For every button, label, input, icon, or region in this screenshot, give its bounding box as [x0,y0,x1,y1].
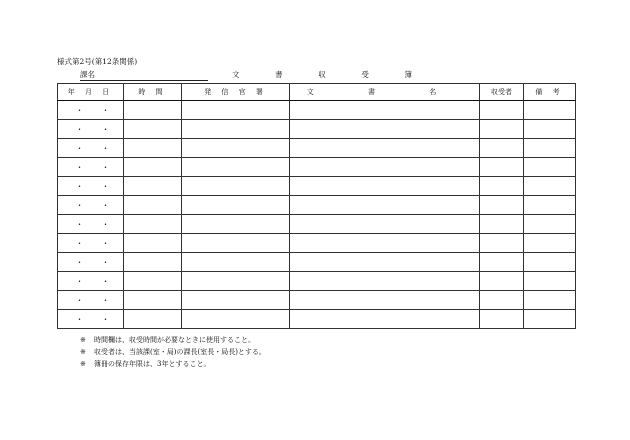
form-reference: 様式第2号(第12条関係) [57,57,138,66]
date-placeholder [58,124,123,135]
document-title [232,70,412,80]
date-cell[interactable] [58,310,124,329]
date-cell[interactable] [58,120,124,139]
remarks-cell[interactable] [524,291,576,310]
note-item [80,346,266,358]
col-header-sender: 発 信 官 署 [182,84,290,101]
notes-section [80,334,266,370]
date-separator-dot: ・ [101,257,110,267]
remarks-cell[interactable] [524,101,576,120]
date-separator-dot: ・ [101,314,110,324]
note-mark: ※ [80,360,86,368]
date-separator-dot: ・ [75,105,84,115]
note-text: 収受者は、当該課(室・局)の課長(室長・局長)とする。 [94,348,266,356]
note-item [80,334,266,346]
remarks-cell[interactable] [524,177,576,196]
table-row [58,253,576,272]
time-cell[interactable] [124,253,182,272]
date-cell[interactable] [58,158,124,177]
document-name-cell[interactable] [290,158,480,177]
date-separator-dot: ・ [75,181,84,191]
table-row [58,272,576,291]
document-name-cell[interactable] [290,272,480,291]
sender-cell[interactable] [182,215,290,234]
receiver-cell[interactable] [480,158,524,177]
date-placeholder [58,219,123,230]
col-header-time: 時 間 [124,84,182,101]
date-placeholder [58,257,123,268]
table-body [58,101,576,329]
sender-cell[interactable] [182,272,290,291]
sender-cell[interactable] [182,310,290,329]
department-label: 課名 [80,70,95,79]
remarks-cell[interactable] [524,158,576,177]
remarks-cell[interactable] [524,196,576,215]
time-cell[interactable] [124,272,182,291]
note-mark: ※ [80,348,86,356]
date-separator-dot: ・ [75,276,84,286]
remarks-cell[interactable] [524,234,576,253]
date-separator-dot: ・ [75,219,84,229]
title-char: 受 [361,70,369,79]
sender-cell[interactable] [182,101,290,120]
date-separator-dot: ・ [75,257,84,267]
time-cell[interactable] [124,139,182,158]
time-cell[interactable] [124,291,182,310]
sender-cell[interactable] [182,120,290,139]
receiver-cell[interactable] [480,215,524,234]
date-placeholder [58,295,123,306]
date-separator-dot: ・ [101,276,110,286]
document-name-cell[interactable] [290,291,480,310]
time-cell[interactable] [124,215,182,234]
date-cell[interactable] [58,196,124,215]
remarks-cell[interactable] [524,310,576,329]
col-header-date: 年 月 日 [58,84,124,101]
date-separator-dot: ・ [75,238,84,248]
note-mark: ※ [80,336,86,344]
date-placeholder [58,200,123,211]
date-cell[interactable] [58,101,124,120]
table-row [58,139,576,158]
receiver-cell[interactable] [480,177,524,196]
document-name-cell[interactable] [290,215,480,234]
document-name-cell[interactable] [290,253,480,272]
date-separator-dot: ・ [101,162,110,172]
table-row [58,158,576,177]
document-name-cell[interactable] [290,177,480,196]
remarks-cell[interactable] [524,120,576,139]
title-char: 文 [232,70,240,79]
date-separator-dot: ・ [75,200,84,210]
sender-cell[interactable] [182,139,290,158]
date-placeholder [58,143,123,154]
receiver-cell[interactable] [480,120,524,139]
title-char: 書 [275,70,283,79]
department-name-field[interactable] [80,70,208,81]
receipt-ledger-table [57,83,576,329]
remarks-cell[interactable] [524,139,576,158]
time-cell[interactable] [124,120,182,139]
date-separator-dot: ・ [101,105,110,115]
document-name-cell[interactable] [290,139,480,158]
date-placeholder [58,162,123,173]
table-row [58,101,576,120]
date-separator-dot: ・ [101,181,110,191]
col-header-remarks: 備 考 [524,84,576,101]
date-cell[interactable] [58,272,124,291]
date-separator-dot: ・ [101,200,110,210]
table-row [58,291,576,310]
date-separator-dot: ・ [101,219,110,229]
document-name-cell[interactable] [290,120,480,139]
receiver-cell[interactable] [480,272,524,291]
table-row [58,196,576,215]
time-cell[interactable] [124,177,182,196]
date-separator-dot: ・ [75,162,84,172]
time-cell[interactable] [124,158,182,177]
date-cell[interactable] [58,215,124,234]
document-name-cell[interactable] [290,196,480,215]
date-cell[interactable] [58,177,124,196]
table-header-row [58,84,576,101]
remarks-cell[interactable] [524,253,576,272]
col-header-document-name: 文 書 名 [290,84,480,101]
receiver-cell[interactable] [480,196,524,215]
note-text: 簿冊の保存年限は、3年とすること。 [94,360,211,368]
title-char: 収 [318,70,326,79]
note-item [80,358,266,370]
receiver-cell[interactable] [480,101,524,120]
table-row [58,310,576,329]
date-separator-dot: ・ [75,314,84,324]
date-placeholder [58,276,123,287]
date-cell[interactable] [58,139,124,158]
date-separator-dot: ・ [75,124,84,134]
date-placeholder [58,105,123,116]
date-separator-dot: ・ [101,295,110,305]
sender-cell[interactable] [182,158,290,177]
sender-cell[interactable] [182,253,290,272]
table-row [58,177,576,196]
date-cell[interactable] [58,253,124,272]
time-cell[interactable] [124,101,182,120]
remarks-cell[interactable] [524,215,576,234]
sender-cell[interactable] [182,196,290,215]
receiver-cell[interactable] [480,139,524,158]
receiver-cell[interactable] [480,234,524,253]
document-name-cell[interactable] [290,310,480,329]
receiver-cell[interactable] [480,291,524,310]
sender-cell[interactable] [182,234,290,253]
table-row [58,215,576,234]
date-cell[interactable] [58,234,124,253]
date-placeholder [58,238,123,249]
date-placeholder [58,314,123,325]
sender-cell[interactable] [182,291,290,310]
date-separator-dot: ・ [75,143,84,153]
time-cell[interactable] [124,234,182,253]
title-char: 簿 [404,70,412,79]
date-cell[interactable] [58,291,124,310]
date-placeholder [58,181,123,192]
remarks-cell[interactable] [524,272,576,291]
date-separator-dot: ・ [101,143,110,153]
receiver-cell[interactable] [480,310,524,329]
table-row [58,234,576,253]
col-header-receiver: 収受者 [480,84,524,101]
time-cell[interactable] [124,196,182,215]
note-text: 時間欄は、収受時間が必要なときに使用すること。 [94,336,255,344]
date-separator-dot: ・ [75,295,84,305]
receiver-cell[interactable] [480,253,524,272]
time-cell[interactable] [124,310,182,329]
date-separator-dot: ・ [101,238,110,248]
table-row [58,120,576,139]
document-name-cell[interactable] [290,101,480,120]
document-name-cell[interactable] [290,234,480,253]
date-separator-dot: ・ [101,124,110,134]
sender-cell[interactable] [182,177,290,196]
